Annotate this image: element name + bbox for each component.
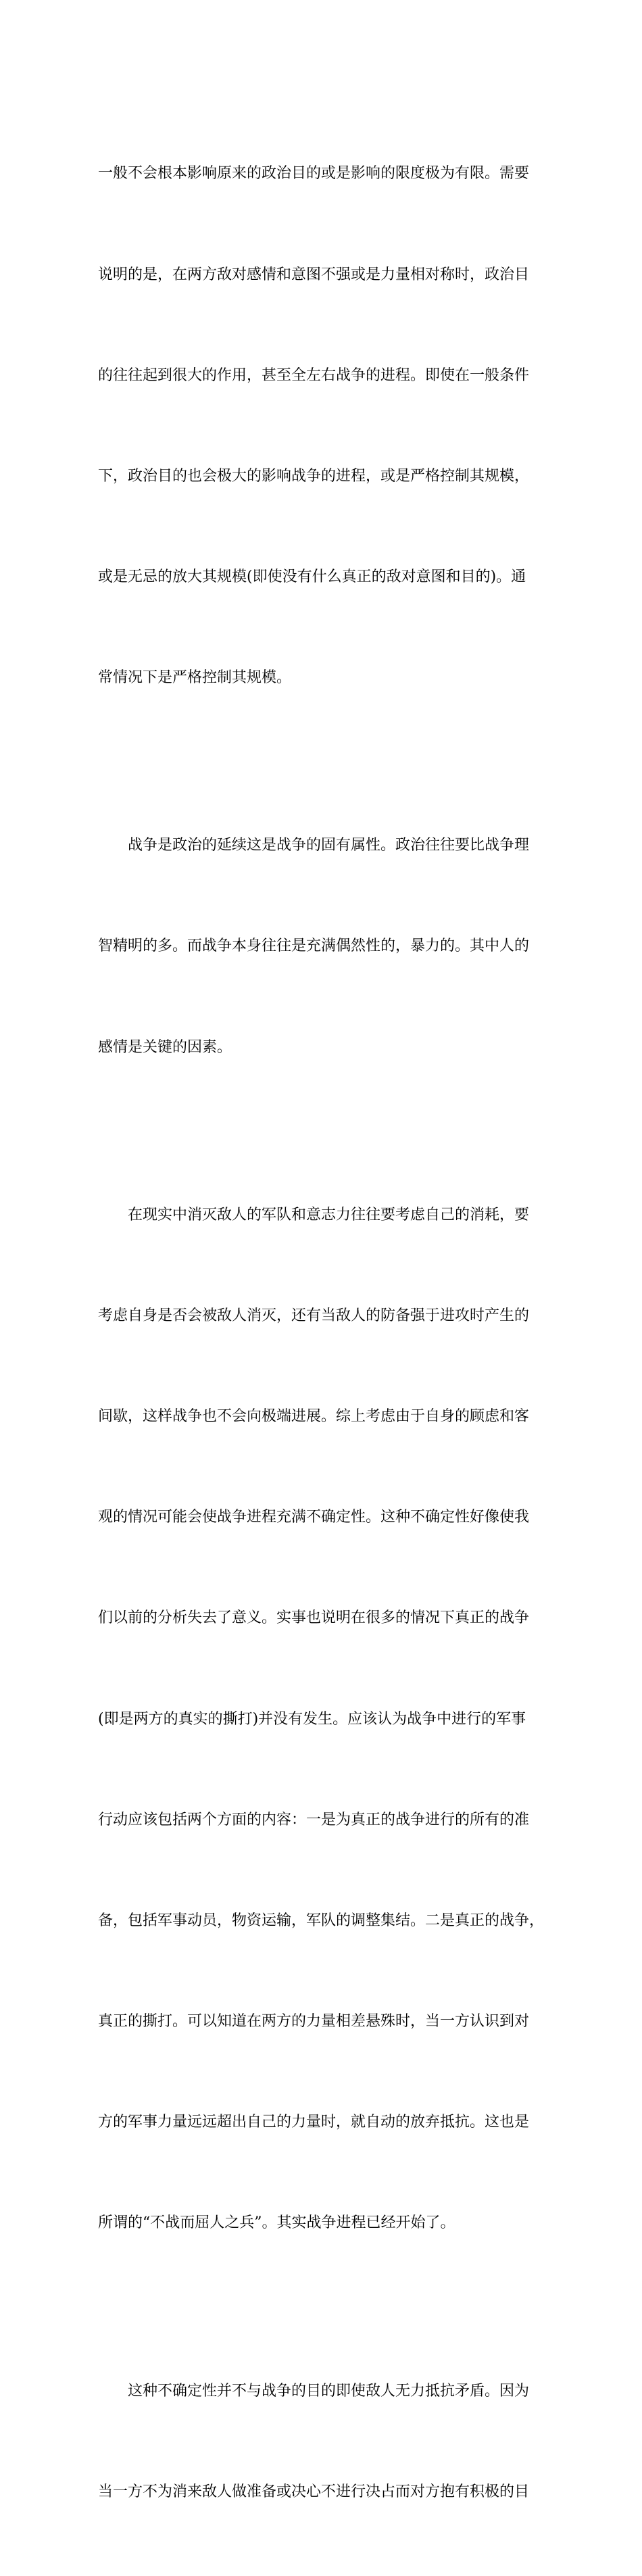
text-line: 所谓的“不战而屈人之兵”。其实战争进程已经开始了。	[98, 2214, 455, 2231]
text-line: 一般不会根本影响原来的政治目的或是影响的限度极为有限。需要	[98, 165, 530, 183]
paragraph-1	[98, 90, 558, 762]
text-line: 下，政治目的也会极大的影响战争的进程，或是严格控制其规模，	[98, 467, 530, 485]
text-line: 战争是政治的延续这是战争的固有属性。政治往往要比战争理	[98, 837, 530, 854]
text-line: 间歇，这样战争也不会向极端进展。综上考虑由于自身的顾虑和客	[98, 1408, 530, 1426]
paragraph-2	[98, 762, 558, 1132]
text-line: 的往往起到很大的作用，甚至全左右战争的进程。即使在一般条件	[98, 366, 530, 384]
text-line: 们以前的分析失去了意义。实事也说明在很多的情况下真正的战争	[98, 1609, 530, 1627]
text-line: 在现实中消灭敌人的军队和意志力往往要考虑自己的消耗，要	[98, 1207, 530, 1224]
text-line: 智精明的多。而战争本身往往是充满偶然性的，暴力的。其中人的	[98, 938, 530, 955]
text-line: 常情况下是严格控制其规模。	[98, 669, 292, 686]
text-line: 当一方不为消来敌人做准备或决心不进行决占而对方抱有积极的目	[98, 2483, 530, 2500]
text-line: 真正的撕打。可以知道在两方的力量相差悬殊时，当一方认识到对	[98, 2012, 530, 2030]
text-line: 考虑自身是否会被敌人消灭，还有当敌人的防备强于进攻时产生的	[98, 1307, 530, 1325]
text-line: 观的情况可能会使战争进程充满不确定性。这种不确定性好像使我	[98, 1509, 530, 1526]
text-line: 说明的是，在两方敌对感情和意图不强或是力量相对称时，政治目	[98, 266, 530, 283]
text-line: 感情是关键的因素。	[98, 1038, 232, 1056]
text-line: 这种不确定性并不与战争的目的即使敌人无力抵抗矛盾。因为	[98, 2382, 530, 2400]
text-line: 或是无忌的放大其规模(即使没有什么真正的敌对意图和目的)。通	[98, 568, 526, 585]
paragraph-3	[98, 1132, 558, 2307]
text-line: (即是两方的真实的撕打)并没有发生。应该认为战争中进行的军事	[98, 1710, 526, 1728]
text-line: 备，包括军事动员，物资运输，军队的调整集结。二是真正的战争，	[98, 1912, 545, 1929]
text-line: 行动应该包括两个方面的内容：一是为真正的战争进行的所有的准	[98, 1811, 530, 1828]
body-text	[98, 90, 558, 2576]
paragraph-4	[98, 2307, 558, 2576]
text-line: 方的军事力量远远超出自己的力量时，就自动的放弃抵抗。这也是	[98, 2113, 530, 2131]
